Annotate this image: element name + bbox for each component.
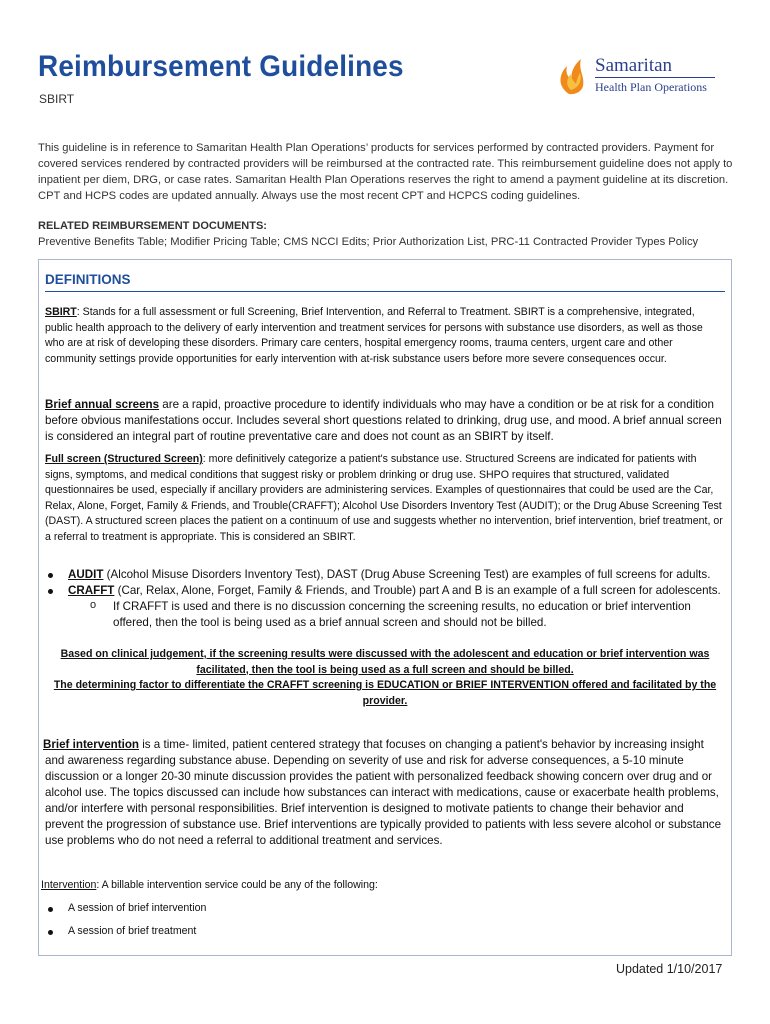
intervention-item: A session of brief treatment bbox=[68, 925, 197, 937]
logo-subname: Health Plan Operations bbox=[595, 80, 707, 94]
bullet-icon bbox=[48, 573, 53, 578]
intervention-item: A session of brief intervention bbox=[68, 902, 207, 914]
brand-logo bbox=[555, 52, 730, 98]
intervention-text: : A billable intervention service could be any of the following: bbox=[96, 879, 378, 891]
related-docs-list: Preventive Benefits Table; Modifier Pricing Table; CMS NCCI Edits; Prior Authorization List, PRC-11 Contracted Provider Types Policy bbox=[38, 236, 699, 248]
brief-screen-definition bbox=[45, 397, 725, 445]
determining-factor-note: The determining factor to differentiate the CRAFFT screening is EDUCATION or BRIEF INTERVENTION offered and facilitated by the provider. bbox=[53, 679, 717, 707]
crafft-bullet bbox=[68, 583, 728, 599]
brief-intervention-text: is a time- limited, patient centered strategy that focuses on changing a patient's behavior by increasing insight and awareness regarding substance abuse. Depending on severity of use and risk for adverse consequences, a 5-10 minute discussion or a longer 20-30 minute discussion provides the patient with personalized feedback showing concern over drug and or alcohol use. The topics discussed can include how substances can interact with medications, cause or exacerbate health problems, and/or interfere with personal responsibilities. Brief intervention is designed to motivate patients to change their behavior and prevent the progression of substance use. Brief interventions are typically provided to patients with less severe alcohol or substance use problems who do not need a referral to additional treatment and services. bbox=[45, 738, 722, 847]
brief-intervention-term: Brief intervention bbox=[43, 738, 139, 751]
bullet-icon bbox=[48, 589, 53, 594]
bullet-icon bbox=[48, 907, 53, 912]
intro-paragraph: This guideline is in reference to Samaritan Health Plan Operations’ products for services performed by contracted providers. Payment for covered services rendered by contracted providers will be reimbursed at the contracted rate. This reimbursement guideline does not apply to inpatient per diem, DRG, or case rates. Samaritan Health Plan Operations reserves the right to amend a payment guideline at its discretion. CPT and HCPS codes are updated annually. Always use the most recent CPT and HCPCS coding guidelines. bbox=[38, 142, 733, 202]
logo-divider bbox=[595, 77, 715, 78]
sbirt-text: : Stands for a full assessment or full Screening, Brief Intervention, and Referral to Treatment. SBIRT is a comprehensive, integrated, public health approach to the delivery of early intervention and treatment services for persons with substance use disorders, as well as those who are at risk of developing these disorders. Primary care centers, hospital emergency rooms, trauma centers, urgent care and other community settings provide opportunities for early intervention with at-risk substance users before more severe consequences occur. bbox=[45, 306, 703, 365]
crafft-text: (Car, Relax, Alone, Forget, Family & Friends, and Trouble) part A and B is an example of a full screen for adolescents. bbox=[114, 584, 721, 597]
related-docs-heading: RELATED REIMBURSEMENT DOCUMENTS: bbox=[38, 220, 267, 232]
full-screen-definition bbox=[45, 452, 725, 545]
definitions-divider bbox=[45, 291, 725, 292]
brief-screen-term: Brief annual screens bbox=[45, 398, 160, 411]
logo-name: Samaritan bbox=[595, 55, 673, 76]
sbirt-definition bbox=[45, 305, 725, 367]
intervention-term: Intervention bbox=[41, 879, 97, 891]
full-screen-term: Full screen (Structured Screen) bbox=[45, 453, 203, 465]
brief-intervention-definition bbox=[45, 737, 725, 849]
audit-bullet bbox=[68, 567, 728, 583]
updated-date: Updated 1/10/2017 bbox=[616, 962, 723, 976]
sub-bullet-marker: o bbox=[90, 599, 97, 611]
page-title: Reimbursement Guidelines bbox=[38, 50, 404, 83]
brief-screen-text: are a rapid, proactive procedure to identify individuals who may have a condition or be at risk for a condition before obvious manifestations occur. Includes several short questions related to drinking, drug use, and mood. A brief annual screen is considered an integral part of routine preventative care and does not count as an SBIRT by itself. bbox=[45, 398, 722, 443]
audit-term: AUDIT bbox=[68, 568, 104, 581]
audit-text: (Alcohol Misuse Disorders Inventory Test), DAST (Drug Abuse Screening Test) are examples of full screens for adults. bbox=[103, 568, 711, 581]
page-subtitle: SBIRT bbox=[39, 92, 75, 106]
bullet-icon bbox=[48, 930, 53, 935]
full-screen-text: : more definitively categorize a patient's substance use. Structured Screens are indicated for patients with signs, symptoms, and medical conditions that suggest risky or problem drinking or drug use. SHPO requires that structured, validated questionnaires be used, especially if ancillary providers are administering services. Examples of questionnaires that could be used are the Car, Relax, Alone, Forget, Family & Friends, and Trouble(CRAFFT); Alcohol Use Disorders Inventory Test (AUDIT); or the Drug Abuse Screening Test (DAST). A structured screen places the patient on a continuum of use and suggests whether no intervention, brief intervention, brief treatment, or a referral to treatment is appropriate. This is considered an SBIRT. bbox=[45, 453, 723, 543]
crafft-sub-bullet: If CRAFFT is used and there is no discussion concerning the screening results, no education or brief intervention offered, then the tool is being used as a brief annual screen and should not be billed. bbox=[113, 600, 691, 629]
crafft-term: CRAFFT bbox=[68, 584, 115, 597]
clinical-judgement-note: Based on clinical judgement, if the screening results were discussed with the adolescent and education or brief intervention was facilitated, then the tool is being used as a full screen and should be billed. bbox=[60, 648, 710, 676]
sbirt-term: SBIRT bbox=[45, 306, 77, 318]
definitions-title: DEFINITIONS bbox=[45, 272, 131, 287]
intervention-definition bbox=[41, 878, 721, 894]
flame-logo-icon bbox=[555, 56, 591, 96]
